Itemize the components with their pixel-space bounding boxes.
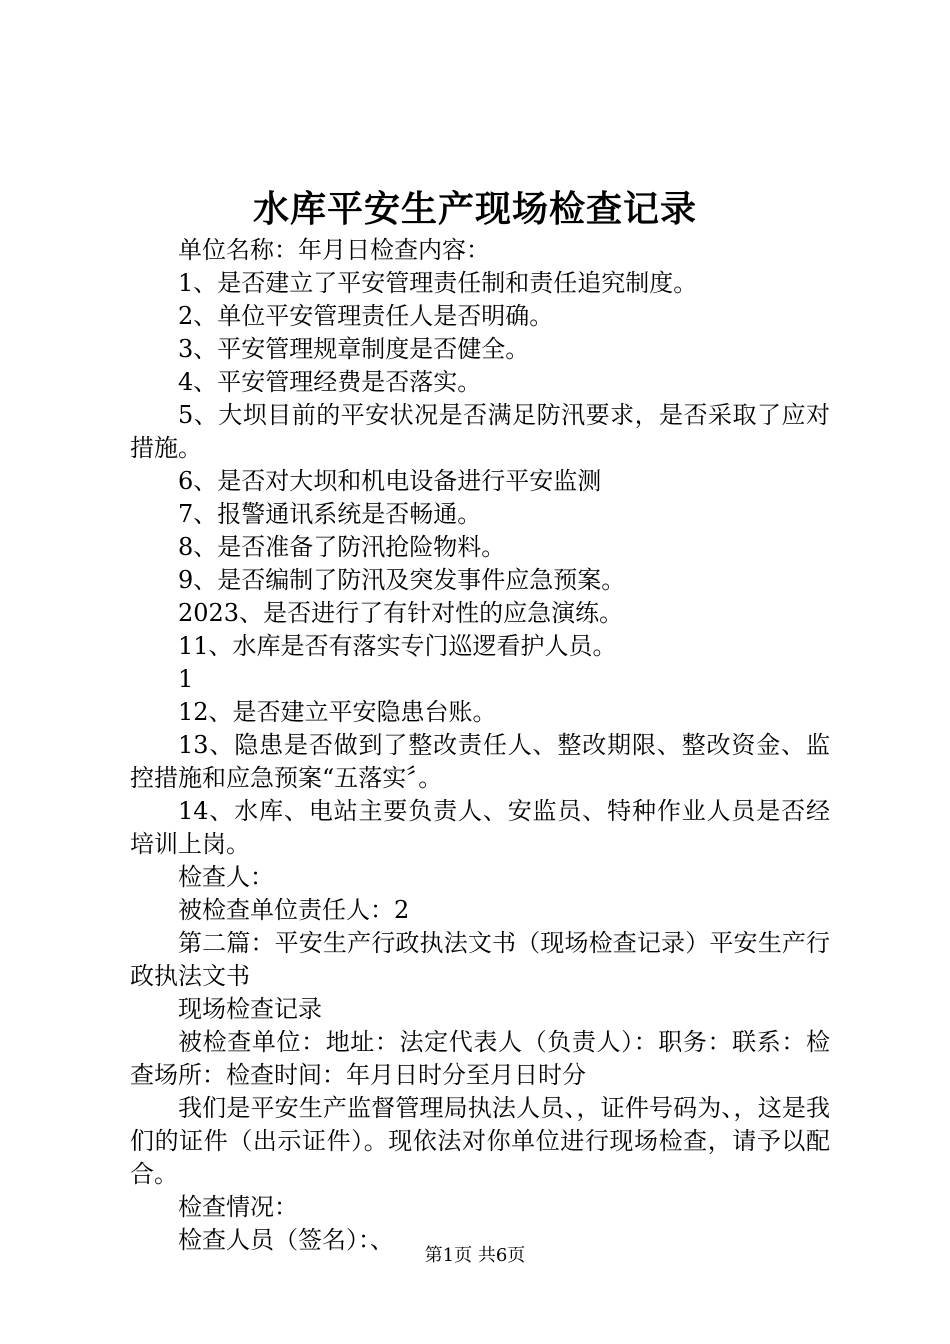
- paragraph-item-2: 2、单位平安管理责任人是否明确。: [178, 302, 554, 330]
- paragraph-part-two-heading: 第二篇：平安生产行政执法文书（现场检查记录）平安生产行政执法文书: [130, 929, 830, 990]
- paragraph-item-4: 4、平安管理经费是否落实。: [178, 368, 482, 396]
- paragraph-item-13: 13、隐患是否做到了整改责任人、整改期限、整改资金、监控措施和应急预案“五落实〞。: [130, 731, 830, 792]
- paragraph-record-title: 现场检查记录: [178, 995, 322, 1023]
- paragraph-item-8: 8、是否准备了防汛抢险物料。: [178, 533, 506, 561]
- paragraph-item-11: 11、水库是否有落实专门巡逻看护人员。: [178, 632, 617, 660]
- paragraph-unit-name: 单位名称：年月日检查内容：: [178, 236, 490, 264]
- paragraph-item-14: 14、水库、电站主要负责人、安监员、特种作业人员是否经培训上岗。: [130, 797, 830, 858]
- paragraph-item-1: 1、是否建立了平安管理责任制和责任追究制度。: [178, 269, 698, 297]
- inline-page-number: 1: [178, 665, 194, 693]
- paragraph-inspector-signature: 检查人员（签名）：、: [178, 1226, 394, 1254]
- paragraph-item-5: 5、大坝目前的平安状况是否满足防汛要求，是否采取了应对措施。: [130, 401, 830, 462]
- paragraph-inspection-status: 检查情况：: [178, 1193, 298, 1221]
- paragraph-officer-statement: 我们是平安生产监督管理局执法人员、，证件号码为、，这是我们的证件（出示证件）。现依法对你单位进行现场检查，请予以配合。: [130, 1094, 830, 1188]
- paragraph-inspector: 检查人：: [178, 863, 274, 891]
- page-footer: 第1页 共6页: [424, 1245, 526, 1266]
- paragraph-item-6: 6、是否对大坝和机电设备进行平安监测: [178, 467, 602, 495]
- paragraph-responsible-person: 被检查单位责任人：2: [178, 896, 410, 924]
- document-body: [130, 234, 830, 1257]
- paragraph-item-10: 2023、是否进行了有针对性的应急演练。: [178, 599, 624, 627]
- paragraph-item-7: 7、报警通讯系统是否畅通。: [178, 500, 482, 528]
- document-title: 水库平安生产现场检查记录: [252, 188, 697, 230]
- paragraph-item-9: 9、是否编制了防汛及突发事件应急预案。: [178, 566, 626, 594]
- paragraph-item-3: 3、平安管理规章制度是否健全。: [178, 335, 530, 363]
- paragraph-inspected-unit-info: 被检查单位：地址：法定代表人（负责人）：职务：联系：检查场所：检查时间：年月日时分至月日时分: [130, 1028, 830, 1089]
- paragraph-item-12: 12、是否建立平安隐患台账。: [178, 698, 497, 726]
